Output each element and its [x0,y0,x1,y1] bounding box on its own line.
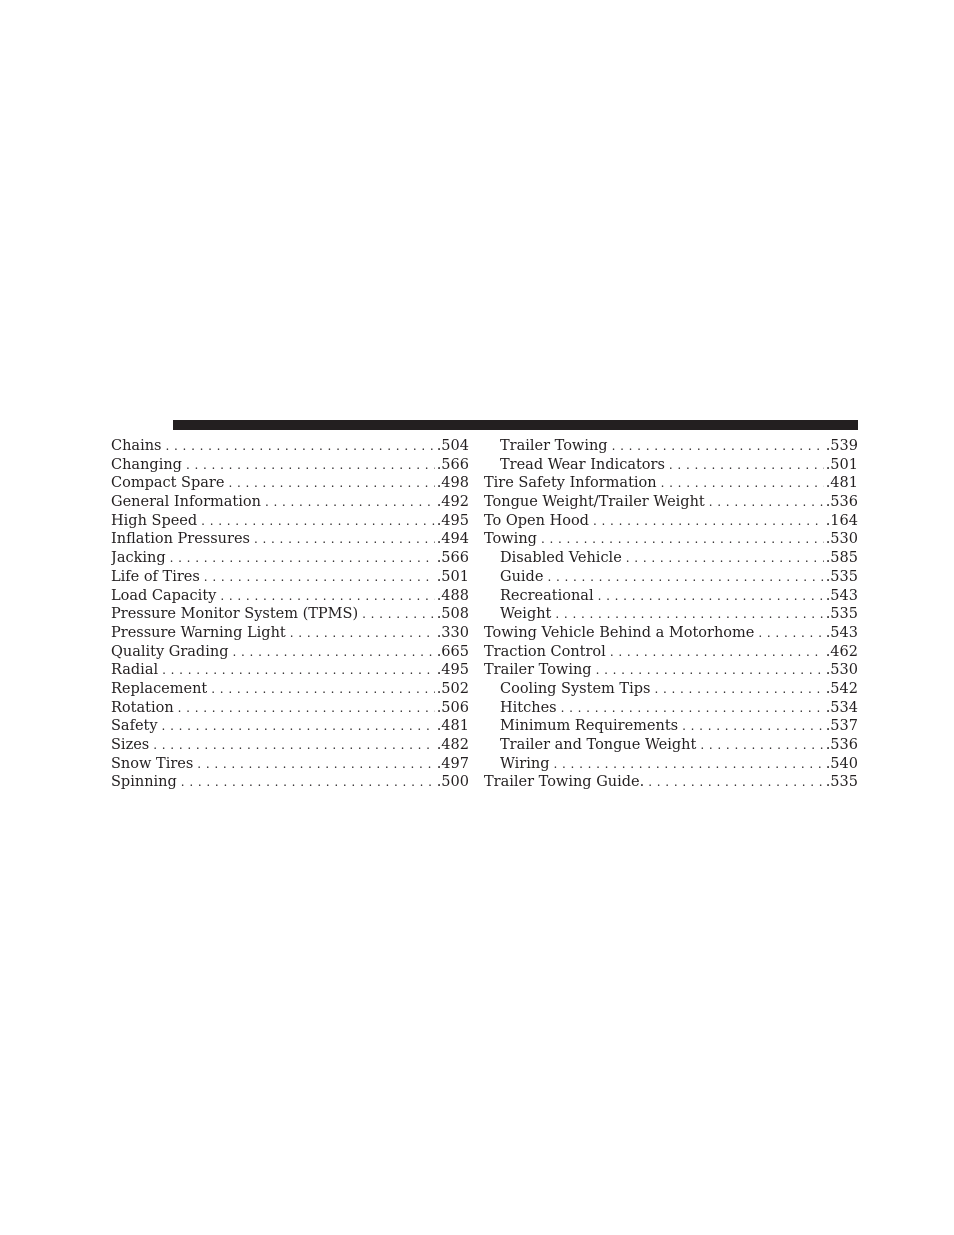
dot-leader [709,493,824,512]
dot-leader [170,549,435,568]
index-entry [484,512,858,531]
entry-page: .495 [436,662,469,679]
index-entry [484,624,858,643]
entry-page: .566 [436,550,469,567]
dot-leader [220,587,434,606]
entry-page: .530 [825,662,858,679]
entry-page: .481 [825,475,858,492]
entry-page: .535 [825,568,858,585]
dot-leader [541,530,824,549]
dot-leader [593,512,824,531]
index-subentry [484,549,858,568]
entry-label: Chains [111,438,162,454]
index-entry [111,661,469,680]
dot-leader [362,605,435,624]
entry-label: Trailer Towing [500,438,608,454]
dot-leader [661,474,824,493]
index-subentry [484,755,858,774]
entry-label: Safety [111,718,158,735]
index-subentry [484,568,858,587]
index-entry [484,773,858,792]
index-subentry [484,736,858,755]
index-entry [484,493,858,512]
index-entry [484,474,858,493]
index-entry [111,717,469,736]
entry-page: .543 [825,587,858,604]
index-subentry [484,717,858,736]
entry-page: .494 [436,531,469,548]
index-entry [111,699,469,718]
dot-leader [553,755,823,774]
entry-label: Tongue Weight/Trailer Weight [484,494,705,511]
entry-label: Tread Wear Indicators [500,456,665,473]
index-entry [111,474,469,493]
entry-page: .536 [825,737,858,753]
index-column-left [111,437,469,792]
index-entry [111,773,469,792]
dot-leader [561,699,824,718]
dot-leader [254,530,435,549]
dot-leader [197,755,434,774]
index-entry [484,530,858,549]
dot-leader [682,717,824,736]
entry-label: Weight [500,606,552,623]
entry-label: Guide [500,568,544,585]
entry-label: Sizes [111,737,150,753]
entry-label: Tire Safety Information [484,475,657,492]
dot-leader [186,456,435,475]
entry-label: Towing Vehicle Behind a Motorhome [484,624,755,641]
entry-page: .665 [436,643,469,660]
entry-label: Radial [111,662,159,679]
dot-leader [555,605,823,624]
entry-page: .536 [825,494,858,511]
dot-leader [178,699,435,718]
entry-page: .539 [825,438,858,454]
entry-page: .566 [436,456,469,473]
dot-leader [648,773,823,792]
entry-label: High Speed [111,512,198,529]
index-entry [111,755,469,774]
index-entry [111,549,469,568]
entry-page: .501 [436,568,469,585]
entry-page: .535 [825,774,858,791]
entry-label: Inflation Pressures [111,531,250,548]
entry-page: .537 [825,718,858,735]
dot-leader [162,661,435,680]
entry-page: .330 [436,624,469,641]
index-entry [111,605,469,624]
entry-label: Changing [111,456,182,473]
entry-label: Disabled Vehicle [500,550,622,567]
dot-leader [610,643,824,662]
index-entry [111,643,469,662]
entry-label: Cooling System Tips [500,680,651,697]
entry-label: Jacking [111,550,166,567]
entry-label: Traction Control [484,643,606,660]
index-subentry [484,605,858,624]
entry-label: Trailer and Tongue Weight [500,737,697,753]
entry-page: .500 [436,774,469,791]
index-entry [111,680,469,699]
index-entry [111,437,469,456]
entry-label: Towing [484,531,537,548]
dot-leader [232,643,434,662]
entry-label: Quality Grading [111,643,229,660]
index-column-right [484,437,858,792]
index-subentry [484,680,858,699]
entry-page: .497 [436,755,469,772]
dot-leader [598,587,824,606]
index-subentry [484,699,858,718]
entry-label: General Information [111,494,261,511]
entry-page: .543 [825,624,858,641]
entry-page: .482 [436,737,469,753]
entry-label: Spinning [111,774,177,791]
index-subentry [484,587,858,606]
entry-label: Compact Spare [111,475,225,492]
entry-label: Pressure Warning Light [111,624,286,641]
entry-label: Life of Tires [111,568,200,585]
dot-leader [265,493,435,512]
dot-leader [612,437,824,456]
entry-label: Pressure Monitor System (TPMS) [111,606,359,623]
entry-label: Recreational [500,587,594,604]
entry-label: Replacement [111,680,208,697]
entry-label: Trailer Towing Guide. [484,774,645,791]
entry-label: Wiring [500,755,550,772]
entry-label: To Open Hood [484,512,589,529]
index-entry [111,493,469,512]
index-entry [111,568,469,587]
dot-leader [626,549,824,568]
index-entry [111,530,469,549]
dot-leader [654,680,823,699]
entry-label: Rotation [111,699,174,716]
entry-page: .481 [436,718,469,735]
index-entry [111,456,469,475]
entry-page: .164 [825,512,858,529]
index-entry [111,736,469,755]
dot-leader [204,568,435,587]
dot-leader [547,568,823,587]
dot-leader [669,456,824,475]
dot-leader [211,680,434,699]
entry-page: .508 [436,606,469,623]
entry-page: .501 [825,456,858,473]
dot-leader [166,437,435,456]
dot-leader [290,624,435,643]
index-entry [111,512,469,531]
entry-label: Minimum Requirements [500,718,679,735]
index-entry [484,661,858,680]
dot-leader [153,736,434,755]
entry-page: .540 [825,755,858,772]
dot-leader [758,624,823,643]
entry-page: .488 [436,587,469,604]
entry-label: Snow Tires [111,755,194,772]
index-entry [111,624,469,643]
entry-page: .462 [825,643,858,660]
index-subentry [484,456,858,475]
dot-leader [700,736,823,755]
index-entry [111,587,469,606]
dot-leader [181,773,435,792]
entry-page: .495 [436,512,469,529]
entry-page: .498 [436,475,469,492]
entry-label: Trailer Towing [484,662,592,679]
dot-leader [162,717,435,736]
entry-page: .502 [436,680,469,697]
entry-page: .585 [825,550,858,567]
header-rule [173,420,858,430]
entry-page: .534 [825,699,858,716]
entry-page: .542 [825,680,858,697]
entry-page: .492 [436,494,469,511]
entry-label: Load Capacity [111,587,217,604]
index-subentry [484,437,858,456]
dot-leader [201,512,435,531]
dot-leader [228,474,434,493]
index-entry [484,643,858,662]
entry-page: .535 [825,606,858,623]
entry-page: .530 [825,531,858,548]
entry-label: Hitches [500,699,557,716]
entry-page: .506 [436,699,469,716]
entry-page: .504 [436,438,469,454]
dot-leader [596,661,824,680]
